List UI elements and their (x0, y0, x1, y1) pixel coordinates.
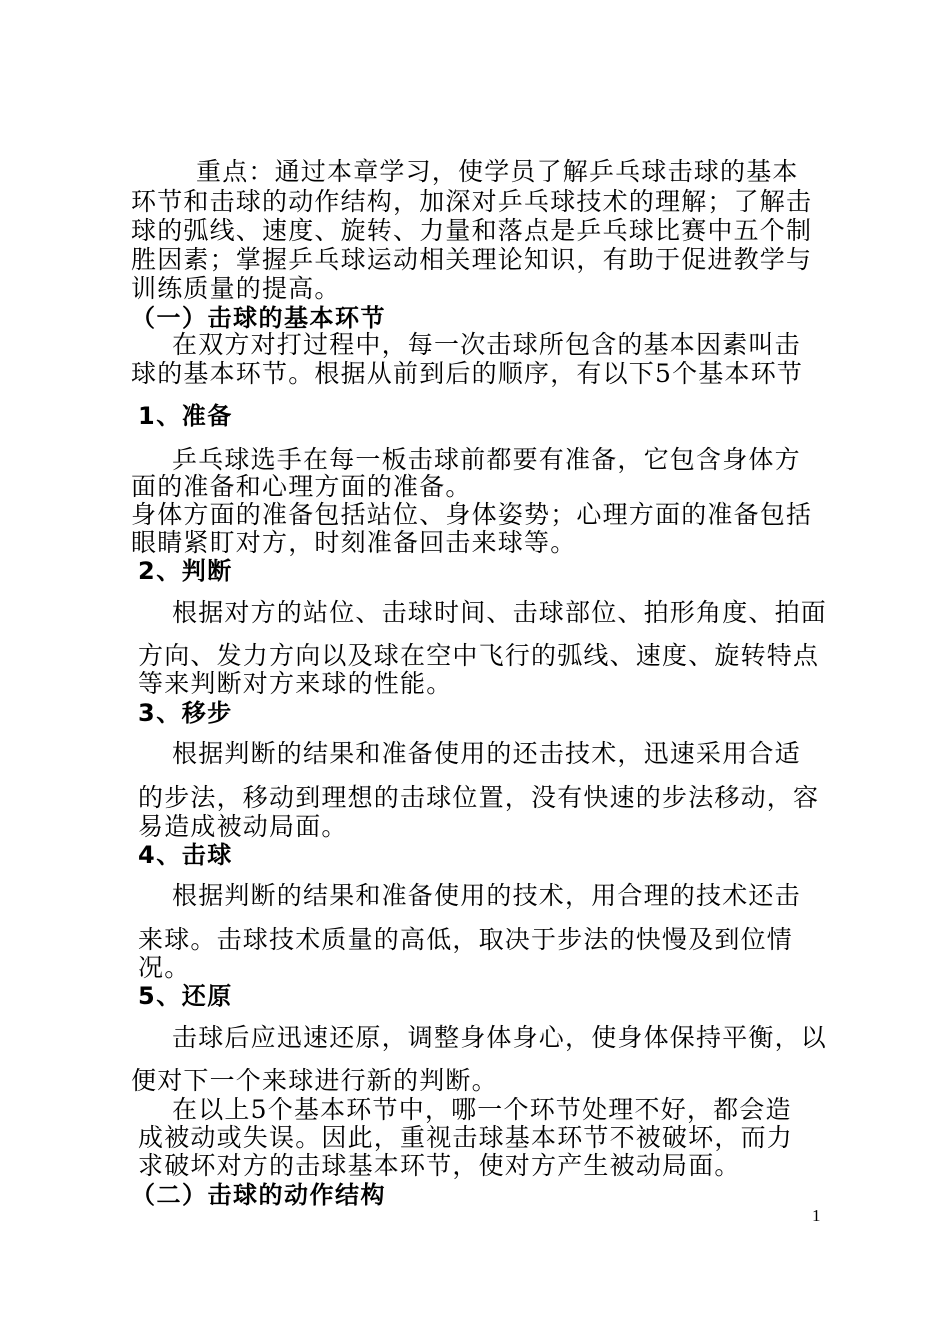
page-number: 1 (812, 1206, 821, 1225)
paragraph-line: 身体方面的准备包括站位、身体姿势；心理方面的准备包括 (131, 500, 813, 529)
section-heading: （二）击球的动作结构 (131, 1181, 386, 1209)
paragraph-line: 在双方对打过程中，每一次击球所包含的基本因素叫击 (172, 330, 801, 359)
paragraph-line: 根据判断的结果和准备使用的技术，用合理的技术还击 (172, 881, 801, 910)
intro-line: 环节和击球的动作结构，加深对乒乓球技术的理解；了解击 (131, 187, 813, 216)
paragraph-line: 便对下一个来球进行新的判断。 (131, 1066, 498, 1095)
paragraph-line: 根据对方的站位、击球时间、击球部位、拍形角度、拍面 (172, 598, 828, 627)
paragraph-line: 成被动或失误。因此，重视击球基本环节不被破坏，而力 (138, 1123, 794, 1152)
intro-line: 训练质量的提高。 (131, 274, 341, 303)
paragraph-line: 击球后应迅速还原，调整身体身心，使身体保持平衡，以 (172, 1023, 828, 1052)
paragraph-line: 球的基本环节。根据从前到后的顺序，有以下5个基本环节 (131, 359, 804, 388)
paragraph-line: 面的准备和心理方面的准备。 (131, 472, 472, 501)
paragraph-line: 易造成被动局面。 (138, 812, 348, 841)
paragraph-line: 来球。击球技术质量的高低，取决于步法的快慢及到位情 (138, 925, 794, 954)
paragraph-line: 等来判断对方来球的性能。 (138, 669, 453, 698)
section-heading: （一）击球的基本环节 (131, 304, 386, 332)
paragraph-line: 在以上5个基本环节中，哪一个环节处理不好，都会造 (172, 1095, 792, 1124)
paragraph-line: 根据判断的结果和准备使用的还击技术，迅速采用合适 (172, 739, 801, 768)
paragraph-line: 乒乓球选手在每一板击球前都要有准备，它包含身体方 (172, 445, 801, 474)
paragraph-line: 眼睛紧盯对方，时刻准备回击来球等。 (131, 528, 577, 557)
paragraph-line: 的步法，移动到理想的击球位置，没有快速的步法移动，容 (138, 783, 820, 812)
subsection-heading: 2、判断 (138, 557, 233, 585)
subsection-heading: 1、准备 (138, 402, 233, 430)
intro-line: 胜因素；掌握乒乓球运动相关理论知识，有助于促进教学与 (131, 245, 813, 274)
intro-line: 重点：通过本章学习，使学员了解乒乓球击球的基本 (196, 157, 799, 186)
intro-line: 球的弧线、速度、旋转、力量和落点是乒乓球比赛中五个制 (131, 216, 813, 245)
paragraph-line: 方向、发力方向以及球在空中飞行的弧线、速度、旋转特点 (138, 641, 820, 670)
subsection-heading: 3、移步 (138, 699, 233, 727)
paragraph-line: 况。 (138, 953, 191, 982)
subsection-heading: 4、击球 (138, 841, 233, 869)
subsection-heading: 5、还原 (138, 982, 233, 1010)
paragraph-line: 求破坏对方的击球基本环节，使对方产生被动局面。 (138, 1151, 741, 1180)
